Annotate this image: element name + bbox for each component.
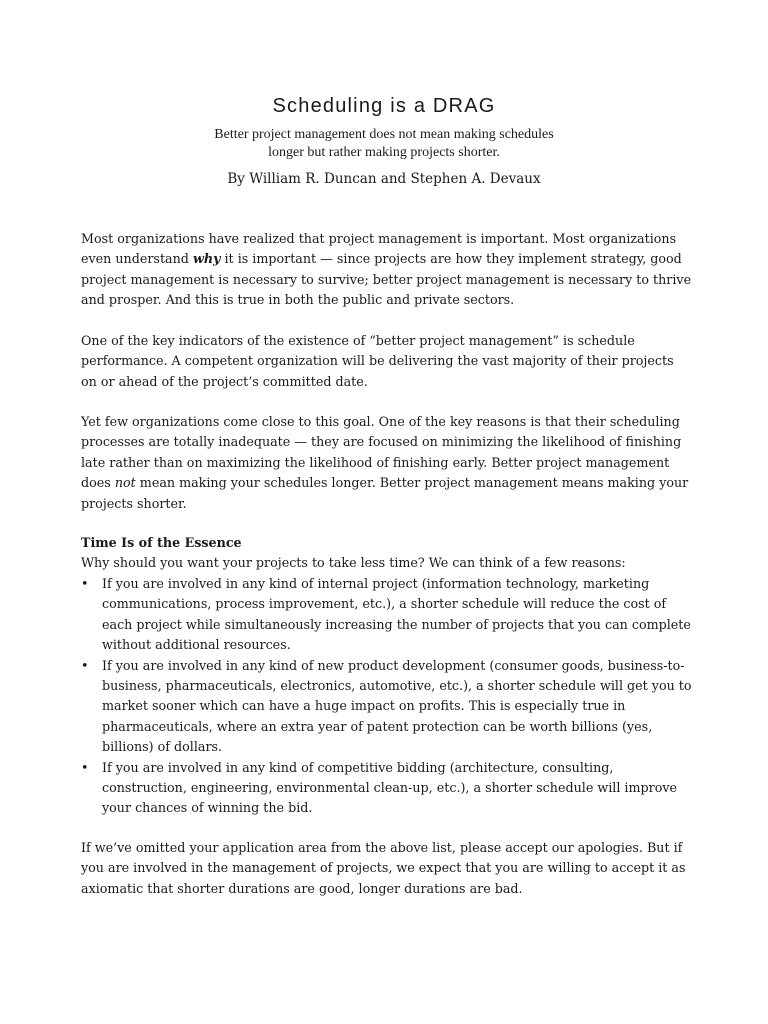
paragraph-intro-emphasis: why <box>192 251 221 267</box>
list-item <box>81 758 693 819</box>
paragraph-few-organizations-text-2: mean making your schedules longer. Better project management means making your projects shorter. <box>81 475 689 511</box>
bullet-icon: • <box>81 759 89 775</box>
paragraph-few-organizations-emphasis: not <box>114 475 136 491</box>
article-title: Scheduling is a DRAG <box>272 95 496 117</box>
paragraph-closing: If we’ve omitted your application area from the above list, please accept our apologies. But if you are involved in the management of projects, we expect that you are willing to accept it as axiomatic that shorter durations are good, longer durations are bad. <box>81 840 686 896</box>
paragraph-intro <box>81 229 693 311</box>
subtitle-line-2: longer but rather making projects shorter. <box>268 145 500 160</box>
list-item <box>81 574 693 656</box>
section-heading: Time Is of the Essence <box>81 535 242 550</box>
article-subtitle <box>0 126 768 162</box>
list-item-text: If you are involved in any kind of competitive bidding (architecture, consulting, construction, engineering, environmental clean-up, etc.), a shorter schedule will improve your chances of winning the bid. <box>102 759 678 816</box>
bullet-icon: • <box>81 657 89 673</box>
section-intro: Why should you want your projects to take less time? We can think of a few reasons: <box>81 555 626 570</box>
list-item-text: If you are involved in any kind of internal project (information technology, marketing communications, process improvement, etc.), a shorter schedule will reduce the cost of each project while simultaneously increasing the number of projects that you can complete without additional resources. <box>102 576 691 653</box>
bullet-icon: • <box>81 576 89 591</box>
paragraph-few-organizations-text-1: Yet few organizations come close to this goal. One of the key reasons is that their scheduling processes are totally inadequate — they are focused on minimizing the likelihood of finishing late rather than on maximizing the likelihood of finishing early. Better project management does <box>81 414 682 491</box>
paragraph-intro-text-1: Most organizations have realized that project management is important. Most organizations even understand <box>81 231 677 267</box>
subtitle-line-1: Better project management does not mean making schedules <box>214 127 554 142</box>
reasons-list <box>81 574 693 819</box>
paragraph-indicators: One of the key indicators of the existence of “better project management” is schedule performance. A competent organization will be delivering the vast majority of their projects on or ahead of the project’s committed date. <box>81 333 674 389</box>
list-item <box>81 656 693 758</box>
list-item-text: If you are involved in any kind of new product development (consumer goods, business-to-business, pharmaceuticals, electronics, automotive, etc.), a shorter schedule will get you to market sooner which can have a huge impact on profits. This is especially true in pharmaceuticals, where an extra year of patent protection can be worth billions (yes, billions) of dollars. <box>102 657 692 755</box>
article-byline: By William R. Duncan and Stephen A. Devaux <box>227 171 541 187</box>
paragraph-intro-text-2: it is important — since projects are how they implement strategy, good project management is necessary to survive; better project management is necessary to thrive and prosper. And this is true in both the public and private sectors. <box>81 251 692 308</box>
paragraph-few-organizations <box>81 412 693 514</box>
